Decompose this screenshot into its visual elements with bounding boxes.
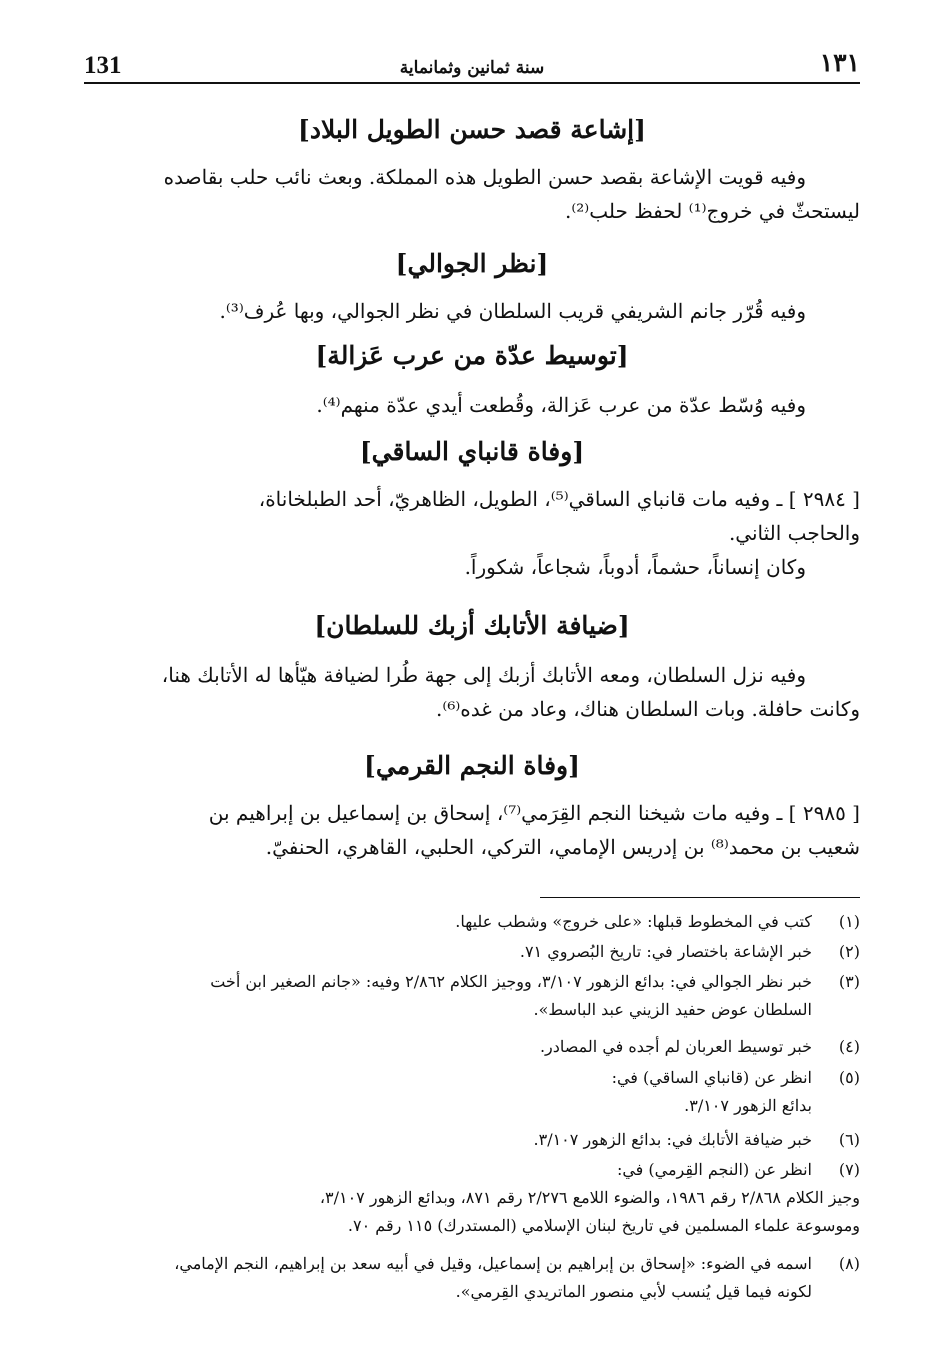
page-header <box>84 42 860 84</box>
section-title: [ضيافة الأتابك أزبك للسلطان] <box>314 611 630 640</box>
footnote-number: (٧) <box>838 1160 860 1179</box>
body-line: [ ٢٩٨٥ ] ـ وفيه مات شيخنا النجم القِرَمي⁽⁷⁾، إسحاق بن إسماعيل بن إبراهيم بن <box>208 801 860 825</box>
body-line: وكانت حافلة. وبات السلطان هناك، وعاد من غده⁽⁶⁾. <box>436 697 860 721</box>
section-title: [توسيط عدّة من عرب عَزالة] <box>315 341 629 370</box>
footnote-number: (٤) <box>838 1037 860 1056</box>
page-number-arabic: ١٣١ <box>819 48 860 77</box>
running-title: سنة ثمانين وثمانماية <box>399 58 545 78</box>
body-line: وفيه قُرّر جانم الشريفي قريب السلطان في نظر الجوالي، وبها عُرف⁽³⁾. <box>219 299 806 323</box>
body-line: والحاجب الثاني. <box>728 521 860 545</box>
section-body <box>84 482 860 584</box>
body-line: ليستحثّ في خروج⁽¹⁾ لحفظ حلب⁽²⁾. <box>564 199 860 223</box>
section-body <box>84 658 860 726</box>
section-body <box>84 160 860 228</box>
section-title: [نظر الجوالي] <box>395 249 549 278</box>
footnote-separator <box>540 897 860 898</box>
footnote-number: (٨) <box>838 1254 860 1273</box>
footnote-number: (٥) <box>838 1068 860 1087</box>
footnote-line: خبر ضيافة الأتابك في: بدائع الزهور ٣/١٠٧. <box>533 1130 812 1149</box>
footnote-number: (٦) <box>838 1130 860 1149</box>
body-line: وفيه نزل السلطان، ومعه الأتابك أزبك إلى جهة طُرا لضيافة هيّأها له الأتابك هنا، <box>161 663 806 687</box>
footnote <box>84 1033 860 1061</box>
section-body <box>84 796 860 864</box>
footnote-number: (١) <box>838 912 860 931</box>
footnote <box>84 1250 860 1306</box>
body-line: وكان إنساناً، حشماً، أدوباً، شجاعاً، شكوراً. <box>464 555 806 579</box>
footnote-line: خبر الإشاعة باختصار في: تاريخ البُصروي ٧١. <box>519 942 812 961</box>
section-body <box>84 388 860 422</box>
section-body <box>84 294 860 328</box>
footnote <box>84 938 860 966</box>
section-title: [إشاعة قصد حسن الطويل البلاد] <box>298 115 646 144</box>
footnote-line: وموسوعة علماء المسلمين في تاريخ لبنان الإسلامي (المستدرك) ١١٥ رقم ٧٠. <box>347 1216 860 1235</box>
footnote-line: بدائع الزهور ٣/١٠٧. <box>684 1096 812 1115</box>
footnote-line: كتب في المخطوط قبلها: «على خروج» وشطب عليها. <box>455 912 812 931</box>
body-line: [ ٢٩٨٤ ] ـ وفيه مات قانباي الساقي⁽⁵⁾، الطويل، الظاهريّ، أحد الطبلخاناة، <box>258 487 860 511</box>
footnote <box>84 968 860 1024</box>
footnote-line: انظر عن (قانباي الساقي) في: <box>611 1068 812 1087</box>
footnote <box>84 1156 860 1240</box>
section-title: [وفاة النجم القرمي] <box>364 751 580 780</box>
body-line: وفيه قويت الإشاعة بقصد حسن الطويل هذه المملكة. وبعث نائب حلب بقاصده <box>163 165 806 189</box>
body-line: شعيب بن محمد⁽⁸⁾ بن إدريس الإمامي، التركي، الحلبي، القاهري، الحنفيّ. <box>265 835 860 859</box>
book-page <box>84 0 860 1367</box>
footnote-line: السلطان عوض حفيد الزيني عبد الباسط». <box>533 1000 812 1019</box>
footnote-line: لكونه فيما قيل يُنسب لأبي منصور الماتريدي القِرمي». <box>455 1282 812 1301</box>
footnote <box>84 1064 860 1120</box>
footnote-number: (٣) <box>838 972 860 991</box>
body-line: وفيه وُسّط عدّة من عرب عَزالة، وقُطعت أيدي عدّة منهم⁽⁴⁾. <box>316 393 806 417</box>
footnote-line: خبر توسيط العربان لم أجده في المصادر. <box>539 1037 812 1056</box>
footnote <box>84 908 860 936</box>
footnote-line: خبر نظر الجوالي في: بدائع الزهور ٣/١٠٧، ووجيز الكلام ٢/٨٦٢ وفيه: «جانم الصغير ابن أخت <box>210 972 812 991</box>
footnote-line: وجيز الكلام ٢/٨٦٨ رقم ١٩٨٦، والضوء اللامع ٢/٢٧٦ رقم ٨٧١، وبدائع الزهور ٣/١٠٧، <box>319 1188 860 1207</box>
footnote-line: انظر عن (النجم القِرمي) في: <box>616 1160 812 1179</box>
section-title: [وفاة قانباي الساقي] <box>359 437 585 466</box>
footnote-number: (٢) <box>838 942 860 961</box>
footnote-line: اسمه في الضوء: «إسحاق بن إبراهيم بن إسماعيل، وقيل في أبيه سعد بن إبراهيم، النجم الإمامي، <box>174 1254 812 1273</box>
page-number-latin: 131 <box>84 52 122 79</box>
footnote <box>84 1126 860 1154</box>
